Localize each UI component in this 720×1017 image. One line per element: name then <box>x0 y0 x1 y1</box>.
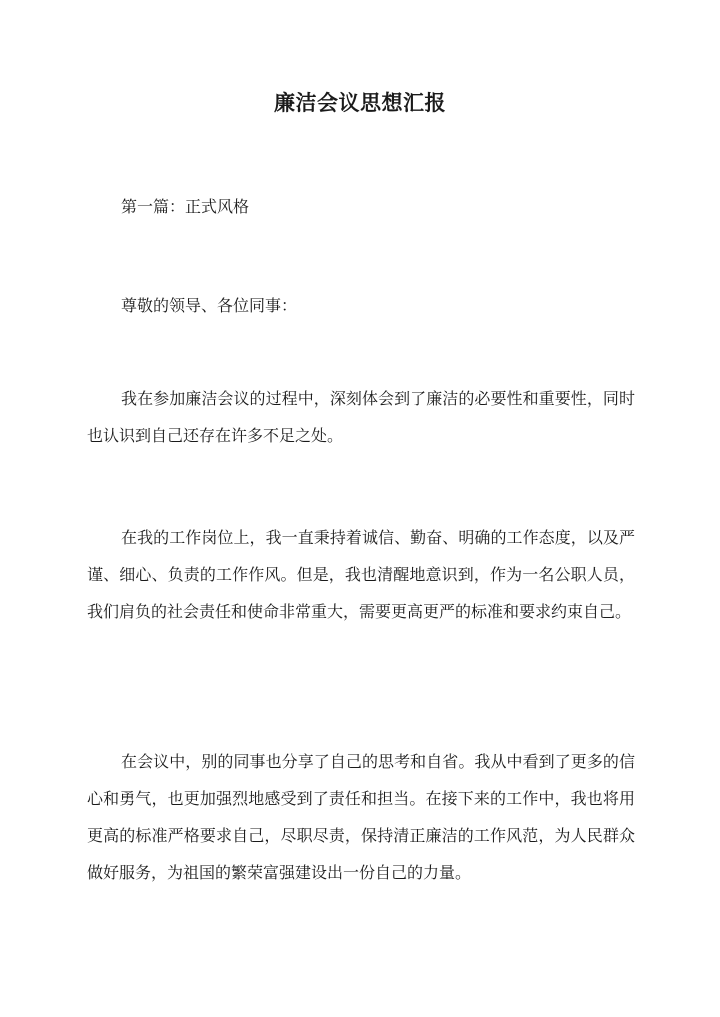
body-paragraph-3: 在会议中，别的同事也分享了自己的思考和自省。我从中看到了更多的信心和勇气，也更加强烈地感受到了责任和担当。在接下来的工作中，我也将用更高的标准严格要求自己，尽职尽责，保持清正廉洁的工作风范，为人民群众做好服务，为祖国的繁荣富强建设出一份自己的力量。 <box>87 752 635 882</box>
document-title: 廉洁会议思想汇报 <box>274 90 446 115</box>
body-paragraph-1: 我在参加廉洁会议的过程中，深刻体会到了廉洁的必要性和重要性，同时也认识到自己还存在许多不足之处。 <box>87 389 635 445</box>
greeting-line: 尊敬的领导、各位同事： <box>121 296 298 315</box>
body-paragraph-2: 在我的工作岗位上，我一直秉持着诚信、勤奋、明确的工作态度，以及严谨、细心、负责的工作作风。但是，我也清醒地意识到，作为一名公职人员，我们肩负的社会责任和使命非常重大，需要更高更严的标准和要求约束自己。 <box>87 528 635 621</box>
section-heading: 第一篇：正式风格 <box>121 197 250 216</box>
